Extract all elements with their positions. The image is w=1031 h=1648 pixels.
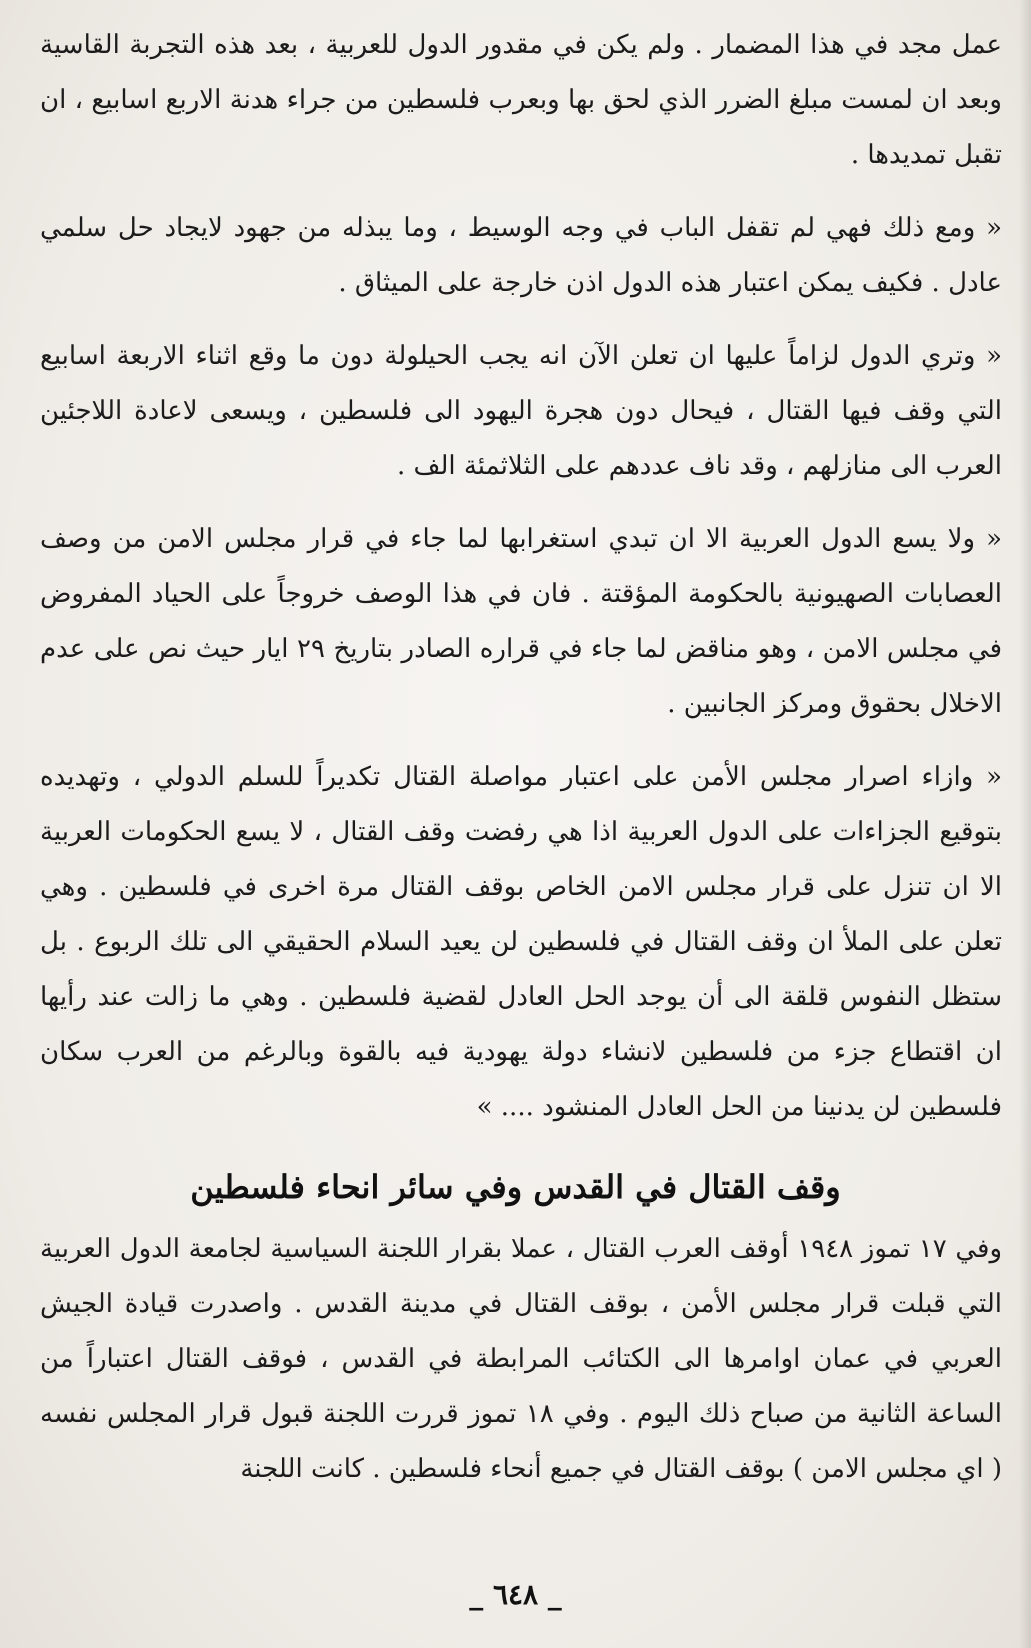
paragraph-3: « وتري الدول لزاماً عليها ان تعلن الآن انه يجب الحيلولة دون ما وقع اثناء الاربعة اسابيع التي وقف فيها القتال ، فيحال دون هجرة اليهود الى فلسطين ، ويسعى لاعادة اللاجئين العرب الى منازلهم ، وقد ناف عددهم على الثلاثمئة الف . (40, 341, 1002, 481)
page-edge-shadow (1019, 0, 1031, 1648)
body-text-bottom (40, 1222, 1002, 1497)
body-text-top (40, 18, 1002, 1135)
paragraph-5: « وازاء اصرار مجلس الأمن على اعتبار مواصلة القتال تكديراً للسلم الدولي ، وتهديده بتوقيع الجزاءات على الدول العربية اذا هي رفضت وقف القتال ، لا يسع الحكومات العربية الا ان تنزل على قرار مجلس الامن الخاص بوقف القتال مرة اخرى في فلسطين . وهي تعلن على الملأ ان وقف القتال في فلسطين لن يعيد السلام الحقيقي الى تلك الربوع . بل ستظل النفوس قلقة الى أن يوجد الحل العادل لقضية فلسطين . وهي ما زالت عند رأيها ان اقتطاع جزء من فلسطين لانشاء دولة يهودية فيه بالقوة وبالرغم من العرب سكان فلسطين لن يدنينا من الحل العادل المنشود .... » (40, 762, 1002, 1122)
page-number: _ ٦٤٨ _ (469, 1578, 562, 1611)
paragraph-4: « ولا يسع الدول العربية الا ان تبدي استغرابها لما جاء في قرار مجلس الامن من وصف العصابات الصهيونية بالحكومة المؤقتة . فان في هذا الوصف خروجاً على الحياد المفروض في مجلس الامن ، وهو مناقض لما جاء في قراره الصادر بتاريخ ٢٩ ايار حيث نص على عدم الاخلال بحقوق ومركز الجانبين . (40, 524, 1002, 719)
paragraph-2: « ومع ذلك فهي لم تقفل الباب في وجه الوسيط ، وما يبذله من جهود لايجاد حل سلمي عادل . فكيف يمكن اعتبار هذه الدول اذن خارجة على الميثاق . (40, 213, 1002, 298)
paragraph-1: عمل مجد في هذا المضمار . ولم يكن في مقدور الدول للعربية ، بعد هذه التجربة القاسية وبعد ان لمست مبلغ الضرر الذي لحق بها وبعرب فلسطين من جراء هدنة الاربع اسابيع ، ان تقبل تمديدها . (40, 30, 1002, 170)
section-heading: وقف القتال في القدس وفي سائر انحاء فلسطين (190, 1168, 841, 1206)
section-paragraph-1: وفي ١٧ تموز ١٩٤٨ أوقف العرب القتال ، عملا بقرار اللجنة السياسية لجامعة الدول العربية التي قبلت قرار مجلس الأمن ، بوقف القتال في مدينة القدس . واصدرت قيادة الجيش العربي في عمان اوامرها الى الكتائب المرابطة في القدس ، فوقف القتال اعتباراً من الساعة الثانية من صباح ذلك اليوم . وفي ١٨ تموز قررت اللجنة قبول قرار المجلس نفسه ( اي مجلس الامن ) بوقف القتال في جميع أنحاء فلسطين . كانت اللجنة (40, 1234, 1003, 1484)
